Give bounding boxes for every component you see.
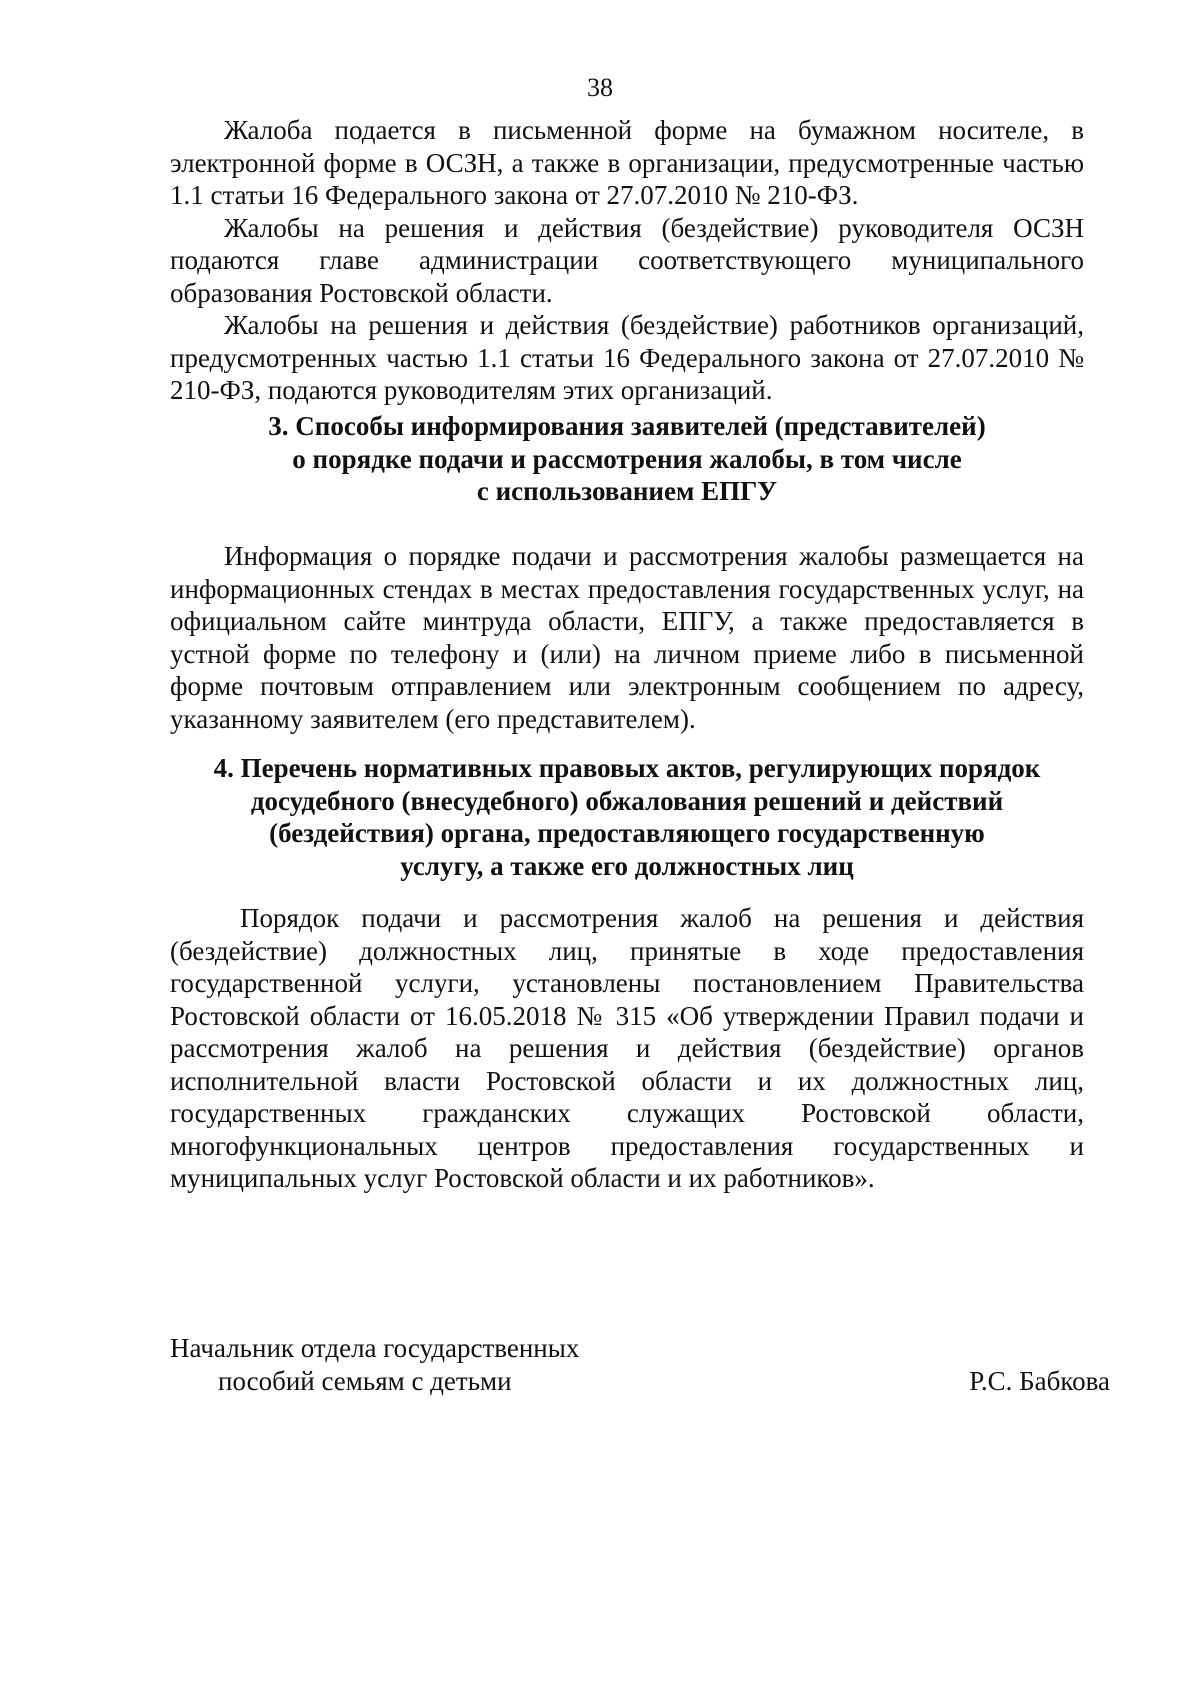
paragraph-complaint-organizations: Жалобы на решения и действия (бездействие) работников организаций, предусмотренных частью 1.1 статьи 16 Федерального закона от 27.07.2010 № 210-ФЗ, подаются руководителям этих организаций. xyxy=(170,310,1084,405)
paragraph-legal-acts: Порядок подачи и рассмотрения жалоб на решения и действия (бездействие) должностных лиц, принятые в ходе предоставления государственной услуги, установлены постановлением Правительства Ростовской области от 16.05.2018 № 315 «Об утверждении Правил подачи и рассмотрения жалоб на решения и действия (бездействие) органов исполнительной власти Ростовской области и их должностных лиц, государственных гражданских служащих Ростовской области, многофункциональных центров предоставления государственных и муниципальных услуг Ростовской области и их работников». xyxy=(170,903,1084,1193)
signature-position-line: Начальник отдела государственных xyxy=(170,1333,580,1363)
paragraph-complaint-form: Жалоба подается в письменной форме на бумажном носителе, в электронной форме в ОСЗН, а также в организации, предусмотренные частью 1.1 статьи 16 Федерального закона от 27.07.2010 № 210-ФЗ. xyxy=(170,115,1084,210)
signature-name: Р.С. Бабкова xyxy=(969,1366,1110,1396)
intro-block xyxy=(170,114,1084,407)
section-3-heading-line: с использованием ЕПГУ xyxy=(476,476,778,506)
paragraph-complaint-osz-head: Жалобы на решения и действия (бездействие) руководителя ОСЗН подаются главе администрации соответствующего муниципального образования Ростовской области. xyxy=(170,212,1084,308)
paragraph-information-methods: Информация о порядке подачи и рассмотрения жалобы размещается на информационных стендах в местах предоставления государственных услуг, на официальном сайте минтруда области, ЕПГУ, а также предоставляется в устной форме по телефону и (или) на личном приеме либо в письменной форме почтовым отправлением или электронным сообщением по адресу, указанному заявителем (его представителем). xyxy=(170,541,1084,734)
section-4-heading-line: услугу, а также его должностных лиц xyxy=(400,850,854,881)
section-4-heading xyxy=(170,752,1084,882)
page-number: 38 xyxy=(587,73,613,102)
section-4-heading-line: (бездействия) органа, предоставляющего государственную xyxy=(269,818,985,848)
section-3-body xyxy=(170,540,1084,735)
signature-position-line: пособий семьям с детьми xyxy=(218,1365,512,1396)
section-3-heading-line: 3. Способы информирования заявителей (представителей) xyxy=(268,411,986,441)
section-4-body xyxy=(170,902,1084,1195)
section-3-heading xyxy=(170,410,1084,508)
section-4-heading-line: 4. Перечень нормативных правовых актов, регулирующих порядок xyxy=(213,753,1041,783)
section-3-heading-line: о порядке подачи и рассмотрения жалобы, в том числе xyxy=(292,443,962,474)
signature-position xyxy=(170,1332,579,1397)
section-4-heading-line: досудебного (внесудебного) обжалования решений и действий xyxy=(250,785,1004,816)
